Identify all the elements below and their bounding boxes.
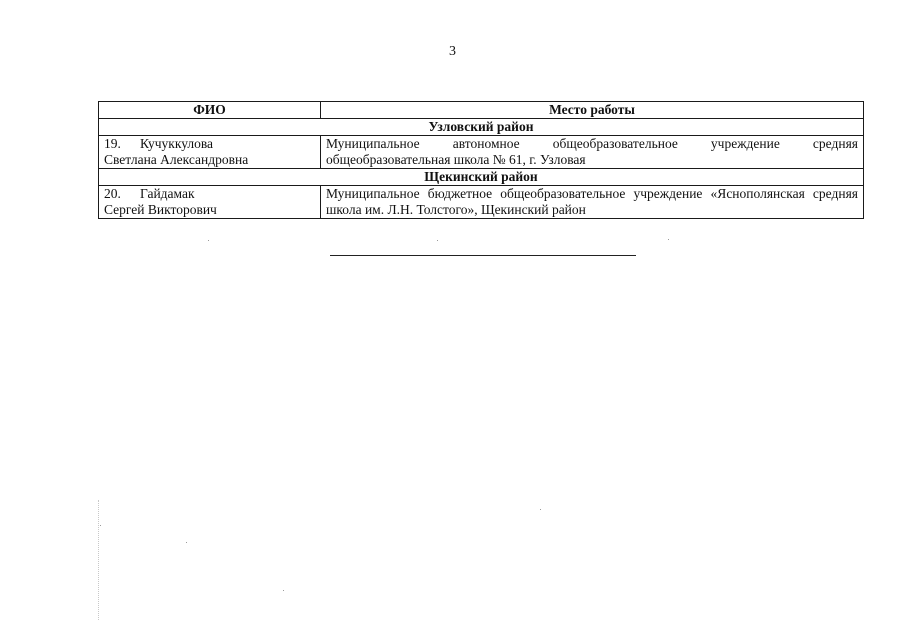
person-surname-line — [104, 136, 315, 152]
person-surname: Гайдамак — [140, 186, 195, 201]
person-cell — [99, 186, 321, 219]
district-row — [99, 169, 864, 186]
table-row — [99, 136, 864, 169]
person-surname-line — [104, 186, 315, 202]
closing-line — [330, 255, 636, 256]
table-header-row — [99, 102, 864, 119]
scan-speck — [540, 509, 541, 510]
scan-speck — [283, 590, 284, 591]
header-workplace: Место работы — [321, 102, 864, 119]
person-cell — [99, 136, 321, 169]
scan-speck — [208, 240, 209, 241]
table-row — [99, 186, 864, 219]
scan-speck — [668, 239, 669, 240]
workplace-cell: Муниципальное автономное общеобразовательное учреждение средняя общеобразовательная школа № 61, г. Узловая — [321, 136, 864, 169]
district-name: Щекинский район — [99, 169, 864, 186]
scan-speck — [100, 525, 101, 526]
scan-speck — [437, 240, 438, 241]
entry-number: 19. — [104, 136, 121, 151]
header-fio: ФИО — [99, 102, 321, 119]
person-surname: Кучуккулова — [140, 136, 214, 151]
page-number: 3 — [449, 44, 456, 59]
person-name: Светлана Александровна — [104, 152, 249, 167]
person-name: Сергей Викторович — [104, 202, 217, 217]
workplace-cell: Муниципальное бюджетное общеобразовательное учреждение «Яснополянская средняя школа им. Л.Н. Толстого», Щекинский район — [321, 186, 864, 219]
district-name: Узловский район — [99, 119, 864, 136]
district-row — [99, 119, 864, 136]
scan-speck — [186, 542, 187, 543]
staff-table — [98, 101, 864, 219]
scan-edge-artifact — [98, 500, 100, 620]
entry-number: 20. — [104, 186, 121, 201]
